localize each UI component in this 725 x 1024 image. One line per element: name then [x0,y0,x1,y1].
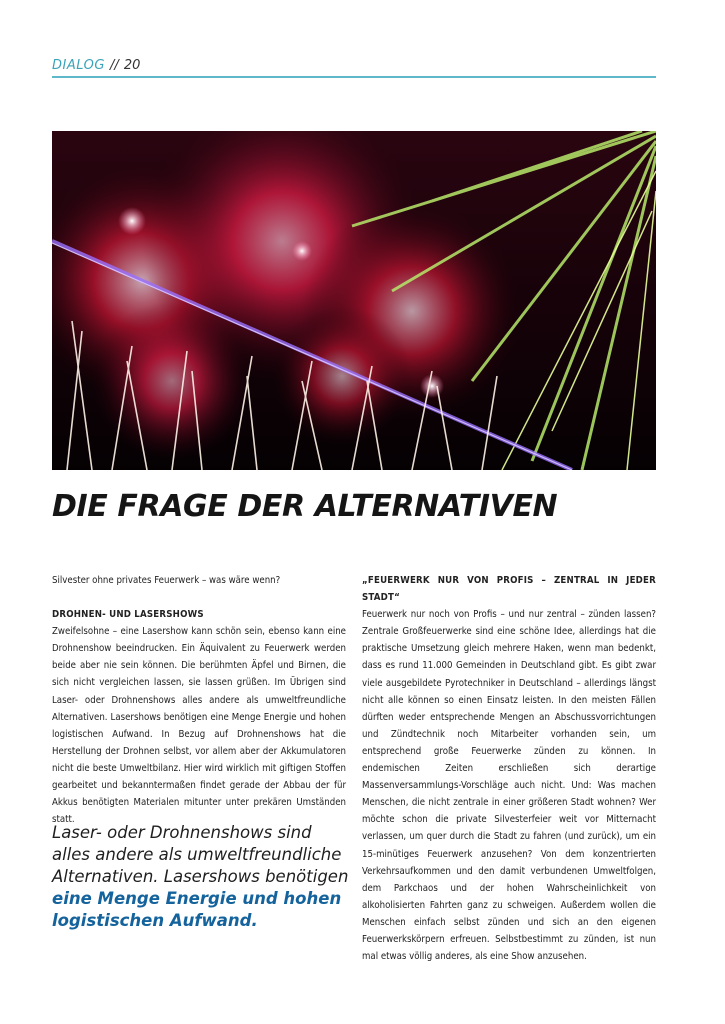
left-column [52,572,346,828]
header-separator: // [109,58,119,73]
right-subhead: „FEUERWERK NUR VON PROFIS – ZENTRAL IN JEDER STADT“ [362,575,656,604]
pull-quote-text: Laser- oder Drohnenshows sind alles andere als umweltfreundliche Alternativen. Lasershows benötigen [52,823,349,886]
section-label: DIALOG [52,58,105,73]
article-title: DIE FRAGE DER ALTERNATIVEN [52,489,558,524]
left-body: Zweifelsohne – eine Lasershow kann schön sein, ebenso kann eine Drohnenshow beeindrucken. Ein Äquivalent zu Feuerwerk werden beide aber nie sein können. Die berühmten Äpfel und Birnen, die sich nicht vergleichen lassen, sie lassen grüßen. Im Übrigen sind Laser- oder Drohnenshows alles andere als umweltfreundliche Alternativen. Lasershows benötigen eine Menge Energie und hohen logistischen Aufwand. In Bezug auf Drohnenshows hat die Herstellung der Drohnen selbst, vor allem aber der Akkumulatoren nicht die beste Umweltbilanz. Hier wird wirklich mit giftigen Stoffen gearbeitet und bekanntermaßen findet gerade der Abbau der für Akkus benötigten Materialen mitunter unter prekären Umständen statt. [52,626,346,826]
right-column [362,572,656,965]
hero-image [52,131,656,470]
pull-quote [52,822,352,932]
page-header [52,54,656,78]
fireworks-laser-photo-icon [52,131,656,470]
page-number: 20 [123,58,141,73]
article-intro: Silvester ohne privates Feuerwerk – was wäre wenn? [52,575,281,586]
right-body: Feuerwerk nur noch von Profis – und nur zentral – zünden lassen? Zentrale Großfeuerwerke sind eine schöne Idee, allerdings hat die praktische Umsetzung gleich mehrere Haken, wenn man bedenkt, dass es rund 11.000 Gemeinden in Deutschland gibt. Es gibt zwar viele ausgebildete Pyrotechniker in Deutschland – allerdings längst nicht alle können so einen Einsatz leisten. In den meisten Fällen dürften weder entsprechende Mengen an Abschussvorrichtungen und Zündtechnik noch Mitarbeiter vorhanden sein, um entsprechend große Feuerwerke zünden zu können. In endemischen Zeiten erschließen sich derartige Massenversammlungs-Vorschläge auch nicht. Und: Was machen Menschen, die nicht zentrale in einer größeren Stadt wohnen? Wer möchte schon die private Silvesterfeier weit vor Mitternacht verlassen, um quer durch die Stadt zu fahren (und zurück), um ein 15-minütiges Feuerwerk anzusehen? Von dem konzentrierten Verkehrsaufkommen und den damit verbundenen Umweltfolgen, dem Parkchaos und der hohen Wahrscheinlichkeit von alkoholisierten Fahrten ganz zu schweigen. Außerdem wollen die Menschen einfach selbst zünden und sich an den eigenen Feuerwerkskörpern erfreuen. Selbstbestimmt zu zünden, ist nun mal etwas völlig anderes, als eine Show anzusehen. [362,609,656,963]
left-subhead: DROHNEN- UND LASERSHOWS [52,609,204,621]
pull-quote-highlight: eine Menge Energie und hohen logistischen Aufwand. [52,889,342,930]
